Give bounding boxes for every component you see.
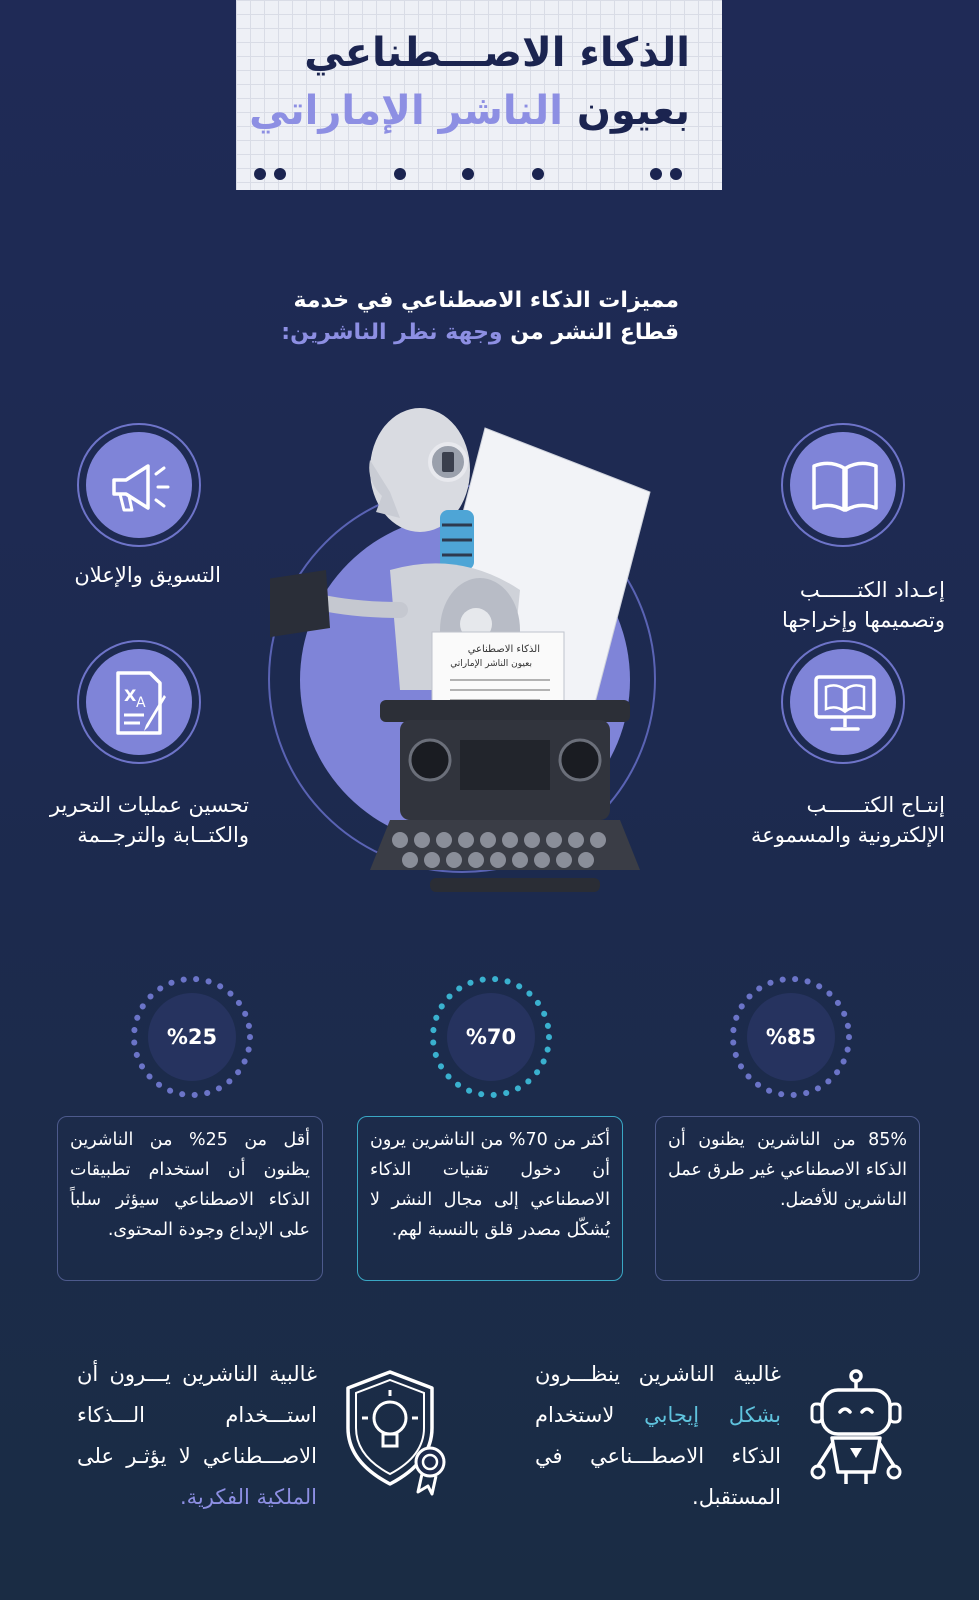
feature-ebooks (751, 790, 945, 850)
feature-label: وتصميمها وإخراجها (781, 608, 945, 632)
typewriter-page-subtitle: بعيون الناشر الإماراتي (450, 659, 532, 669)
stat-25-circle (127, 972, 257, 1102)
stat-25-box (57, 1116, 323, 1281)
stat-value: %25 (166, 1025, 218, 1049)
feature-editing (50, 790, 249, 850)
stat-85-circle (726, 972, 856, 1102)
stat-description: أكثر من 70% من الناشرين يرون أن دخول تقنيات الذكاء الاصطناعي إلى مجال النشر لا يُشكّل مصدر قلق بالنسبة لهم. (370, 1130, 610, 1240)
feature-label: الإلكترونية والمسموعة (750, 823, 945, 847)
stat-description: أقل من 25% من الناشرين يظنون أن استخدام تطبيقات الذكاء الاصطناعي سيؤثر سلباً على الإبداع وجودة المحتوى. (70, 1130, 310, 1240)
bottom-text-highlight: الملكية الفكرية. (179, 1485, 317, 1509)
feature-label: التسويق والإعلان (74, 563, 221, 587)
title-card (236, 0, 722, 190)
editing-badge (77, 640, 201, 764)
title-highlight: الناشر الإماراتي (249, 88, 563, 134)
robot-icon (808, 1368, 904, 1488)
svg-text:A: A (136, 695, 146, 711)
bottom-text-part: لاستخدام الذكاء الاصطـــناعي في المستقبل. (535, 1403, 781, 1509)
stat-description: 85% من الناشرين يظنون أن الذكاء الاصطناعي غير طرق عمل الناشرين للأفضل. (668, 1130, 907, 1210)
decor-dot (650, 168, 662, 180)
stat-70-box (357, 1116, 623, 1281)
bottom-left-text (77, 1354, 317, 1518)
subtitle-line1: مميزات الذكاء الاصطناعي في خدمة (293, 288, 679, 313)
subtitle-text: قطاع النشر من (510, 320, 679, 345)
ebook-monitor-icon (808, 667, 882, 741)
stat-value: %70 (465, 1025, 517, 1049)
ebooks-badge (781, 640, 905, 764)
stat-value: %85 (765, 1025, 817, 1049)
book-prep-badge (781, 423, 905, 547)
decor-dot (394, 168, 406, 180)
page-title-line2 (249, 88, 690, 134)
feature-book-prep (782, 575, 945, 635)
lightbulb-shield-icon (340, 1366, 460, 1496)
typewriter-page-title: الذكاء الاصطناعي (467, 644, 540, 655)
title-word: بعيون (576, 88, 690, 134)
bottom-text-part: غالبية الناشرين يـــرون أن استـــخدام الـــذكاء الاصـــطناعي لا يؤثـر على (77, 1362, 317, 1468)
feature-marketing (74, 560, 221, 590)
decor-dot (532, 168, 544, 180)
stat-70-circle (426, 972, 556, 1102)
decor-dot (254, 168, 266, 180)
bottom-text-highlight: بشكل إيجابي (644, 1403, 781, 1427)
feature-label: إعـداد الكتــــــب (799, 578, 945, 602)
stat-85-box (655, 1116, 920, 1281)
open-book-icon (808, 450, 882, 524)
page-title: الذكاء الاصـــطناعي (304, 30, 690, 76)
decor-dot (462, 168, 474, 180)
marketing-badge (77, 423, 201, 547)
bottom-right-text (535, 1354, 781, 1518)
megaphone-icon (104, 450, 178, 524)
subtitle-highlight: وجهة نظر الناشرين: (281, 320, 503, 345)
feature-label: والكتــابة والترجــمة (77, 823, 249, 847)
robot-typewriter-illustration (270, 400, 670, 910)
feature-label: إنتـاج الكتــــــب (806, 793, 945, 817)
bottom-text-part: غالبية الناشرين ينظـــرون (535, 1362, 781, 1386)
decor-dot (274, 168, 286, 180)
translate-document-icon (104, 667, 178, 741)
feature-label: تحسين عمليات التحرير (49, 793, 249, 817)
section-subtitle (281, 285, 679, 349)
decor-dot (670, 168, 682, 180)
svg-text:X: X (124, 686, 137, 705)
subtitle-line2 (281, 317, 679, 349)
